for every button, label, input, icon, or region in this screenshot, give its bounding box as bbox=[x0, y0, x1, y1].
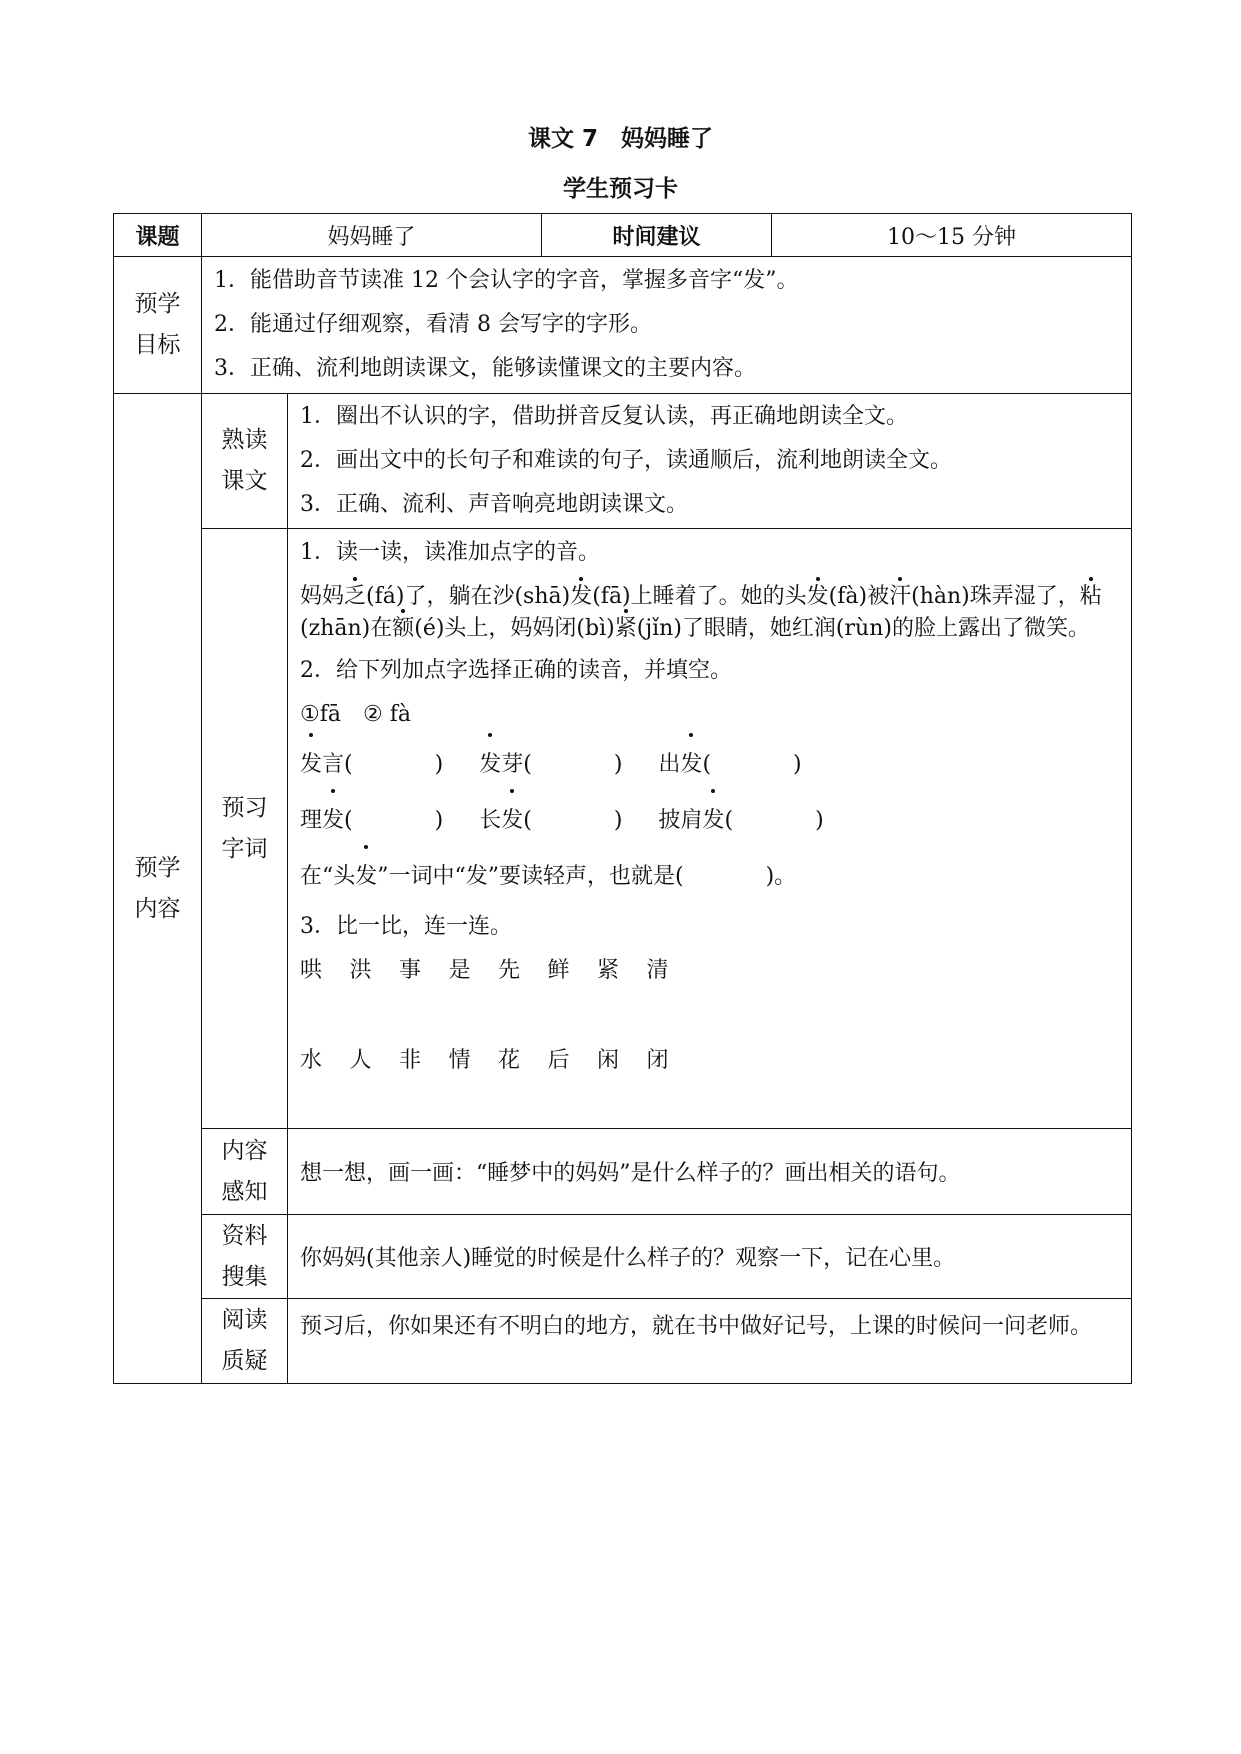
match-char[interactable]: 情 bbox=[448, 1048, 471, 1073]
preview-card-table bbox=[113, 213, 1132, 1384]
words-content bbox=[288, 529, 1132, 1129]
q2-row-1 bbox=[300, 737, 1119, 793]
goal-item: 3．正确、流利地朗读课文，能够读懂课文的主要内容。 bbox=[214, 356, 756, 381]
perception-label: 内容 感知 bbox=[202, 1129, 288, 1215]
word-item: 长发( ) bbox=[479, 808, 622, 833]
goals-list bbox=[202, 257, 1132, 394]
reading-item: 2．画出文中的长句子和难读的句子，读通顺后，流利地朗读全文。 bbox=[300, 448, 952, 473]
match-char[interactable]: 后 bbox=[547, 1048, 570, 1073]
words-label: 预习 字词 bbox=[202, 529, 288, 1129]
dotted-char: 紧 bbox=[615, 613, 637, 645]
dotted-char: 发 bbox=[570, 581, 592, 613]
q2-options: ①fā ② fà bbox=[300, 702, 411, 727]
q2-title: 2．给下列加点字选择正确的读音，并填空。 bbox=[300, 658, 732, 683]
match-char[interactable]: 是 bbox=[448, 958, 471, 983]
content-label: 预学 内容 bbox=[114, 394, 202, 1384]
dotted-char: 粘 bbox=[1080, 581, 1102, 613]
match-char[interactable]: 紧 bbox=[597, 958, 620, 983]
q2-row-2 bbox=[300, 793, 1119, 849]
page-subtitle: 学生预习卡 bbox=[563, 176, 678, 202]
q1-title: 1．读一读，读准加点字的音。 bbox=[300, 540, 600, 565]
reading-item: 3．正确、流利、声音响亮地朗读课文。 bbox=[300, 492, 688, 517]
match-row-bottom bbox=[300, 1039, 1119, 1083]
goals-label: 预学 目标 bbox=[114, 257, 202, 394]
time-label: 时间建议 bbox=[542, 214, 772, 257]
q3-title: 3．比一比，连一连。 bbox=[300, 914, 512, 939]
word-item: 理发( ) bbox=[300, 808, 443, 833]
topic-label: 课题 bbox=[114, 214, 202, 257]
match-char[interactable]: 花 bbox=[498, 1048, 521, 1073]
match-char[interactable]: 闲 bbox=[597, 1048, 620, 1073]
word-item: 出发( ) bbox=[658, 752, 801, 777]
perception-text: 想一想，画一画：“睡梦中的妈妈”是什么样子的？画出相关的语句。 bbox=[288, 1129, 1132, 1215]
match-char[interactable]: 闭 bbox=[646, 1048, 669, 1073]
perception-row bbox=[114, 1129, 1132, 1215]
topic-value: 妈妈睡了 bbox=[202, 214, 542, 257]
reading-row bbox=[114, 394, 1132, 529]
dotted-char: 发 bbox=[807, 581, 829, 613]
questions-label: 阅读 质疑 bbox=[202, 1299, 288, 1384]
time-value: 10～15 分钟 bbox=[772, 214, 1132, 257]
match-char[interactable]: 先 bbox=[498, 958, 521, 983]
word-item: 发芽( ) bbox=[479, 752, 622, 777]
goal-item: 1．能借助音节读准 12 个会认字的字音，掌握多音字“发”。 bbox=[214, 268, 799, 293]
word-item: 披肩发( ) bbox=[658, 808, 823, 833]
research-text: 你妈妈(其他亲人)睡觉的时候是什么样子的？观察一下，记在心里。 bbox=[288, 1215, 1132, 1299]
word-item: 发言( ) bbox=[300, 752, 443, 777]
goal-item: 2．能通过仔细观察，看清 8 会写字的字形。 bbox=[214, 312, 652, 337]
goals-row bbox=[114, 257, 1132, 394]
page-title: 课文 7 妈妈睡了 bbox=[527, 126, 713, 152]
match-char[interactable]: 洪 bbox=[349, 958, 372, 983]
research-label: 资料 搜集 bbox=[202, 1215, 288, 1299]
q2-note: 在“头发”一词中“发”要读轻声，也就是( )。 bbox=[300, 849, 1119, 905]
match-char[interactable]: 非 bbox=[399, 1048, 422, 1073]
dotted-char: 乏 bbox=[344, 581, 366, 613]
match-char[interactable]: 清 bbox=[646, 958, 669, 983]
match-row-top bbox=[300, 949, 1119, 993]
research-row bbox=[114, 1215, 1132, 1299]
header-row bbox=[114, 214, 1132, 257]
q1-passage: 妈妈乏(fá)了，躺在沙(shā)发(fā)上睡着了。她的头发(fà)被汗(hàn)珠弄湿了，粘(zhān)在额(é)头上，妈妈闭(bì)紧(jǐn)了眼睛，她红润(rùn)的脸上露出了微笑。 bbox=[300, 575, 1119, 649]
match-char[interactable]: 事 bbox=[399, 958, 422, 983]
match-char[interactable]: 人 bbox=[349, 1048, 372, 1073]
dotted-char: 汗 bbox=[889, 581, 911, 613]
questions-text: 预习后，你如果还有不明白的地方，就在书中做好记号，上课的时候问一问老师。 bbox=[288, 1299, 1132, 1384]
questions-row bbox=[114, 1299, 1132, 1384]
match-char[interactable]: 水 bbox=[300, 1048, 323, 1073]
words-row bbox=[114, 529, 1132, 1129]
dotted-char: 额 bbox=[392, 613, 414, 645]
reading-list bbox=[288, 394, 1132, 529]
match-char[interactable]: 哄 bbox=[300, 958, 323, 983]
reading-label: 熟读 课文 bbox=[202, 394, 288, 529]
reading-item: 1．圈出不认识的字，借助拼音反复认读，再正确地朗读全文。 bbox=[300, 404, 908, 429]
match-char[interactable]: 鲜 bbox=[547, 958, 570, 983]
